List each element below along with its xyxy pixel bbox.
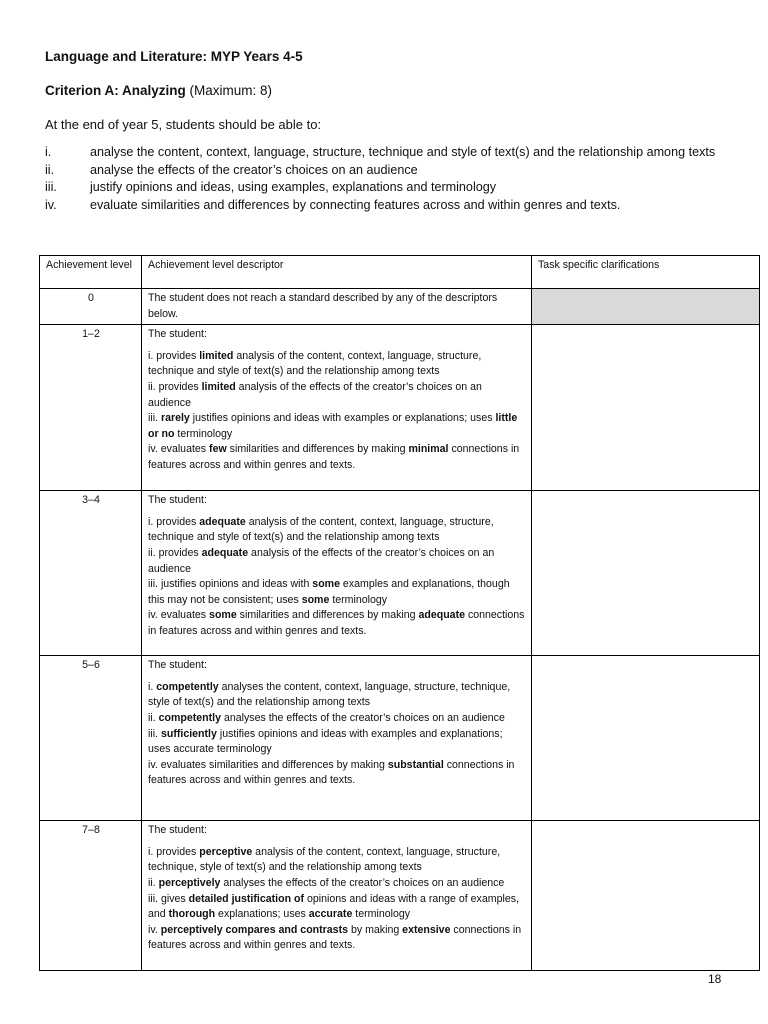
descriptor-text: ii. provides	[148, 380, 202, 393]
descriptor-cell	[142, 491, 532, 656]
emphasis-text: adequate	[199, 515, 246, 528]
descriptor-text: terminology	[352, 908, 411, 921]
descriptor-line	[148, 442, 526, 473]
level-cell: 3–4	[40, 491, 142, 656]
clarification-cell	[532, 821, 760, 971]
descriptor-line	[148, 546, 526, 577]
emphasis-text: rarely	[160, 412, 190, 425]
descriptor-text: by making	[348, 923, 403, 936]
emphasis-text: perceptive	[199, 845, 253, 858]
criterion-maximum: (Maximum: 8)	[185, 83, 273, 98]
descriptor-lines	[148, 845, 526, 954]
objective-item	[45, 162, 725, 180]
descriptor-line	[148, 727, 526, 758]
descriptor-text: iv. evaluates	[148, 443, 210, 456]
header-descriptor: Achievement level descriptor	[142, 256, 532, 289]
table-header-row	[40, 256, 760, 289]
document-title: Language and Literature: MYP Years 4-5	[45, 49, 303, 64]
descriptor-cell: The student does not reach a standard described by any of the descriptors below.	[142, 289, 532, 325]
rubric-table	[39, 255, 760, 971]
objective-text: analyse the content, context, language, structure, technique and style of text(s) and the relationship among texts	[90, 145, 716, 159]
emphasis-text: limited	[201, 380, 236, 393]
descriptor-text: ii.	[148, 876, 159, 889]
emphasis-text: adequate	[201, 546, 249, 559]
descriptor-text: analysis of the content, context, language, structure, technique and style of text(s) and the relationship among texts	[148, 515, 494, 544]
descriptor-line	[148, 680, 526, 711]
descriptor-text: justifies opinions and ideas with examples or explanations; uses	[189, 412, 496, 425]
descriptor-text: explanations; uses	[215, 908, 309, 921]
table-row	[40, 656, 760, 821]
descriptor-lead: The student:	[148, 328, 207, 341]
objectives-list	[45, 144, 725, 214]
emphasis-text: minimal	[408, 443, 449, 456]
emphasis-text: limited	[199, 349, 234, 362]
objective-item	[45, 144, 725, 162]
descriptor-text: analysis of the effects of the creator’s choices on an audience	[148, 546, 495, 575]
descriptor-line	[148, 577, 526, 608]
descriptor-text: iv. evaluates similarities and differences by making	[148, 758, 388, 771]
objective-text: justify opinions and ideas, using examples, explanations and terminology	[90, 180, 497, 194]
clarification-cell	[532, 656, 760, 821]
objective-number: i.	[45, 145, 52, 159]
descriptor-line	[148, 608, 526, 639]
descriptor-text: iv. evaluates	[148, 609, 210, 622]
header-task-clarifications: Task specific clarifications	[532, 256, 760, 289]
descriptor-line	[148, 876, 526, 892]
descriptor-cell	[142, 821, 532, 971]
descriptor-text: connections in features across and within genres and texts.	[148, 609, 525, 637]
level-cell: 1–2	[40, 325, 142, 491]
descriptor-line	[148, 923, 526, 954]
objective-item	[45, 179, 725, 197]
clarification-cell	[532, 289, 760, 325]
emphasis-text: some	[209, 609, 237, 622]
descriptor-text: iv.	[148, 923, 161, 936]
emphasis-text: few	[209, 443, 227, 456]
emphasis-text: some	[312, 578, 340, 591]
emphasis-text: sufficiently	[160, 727, 217, 740]
page-number: 18	[708, 972, 722, 986]
descriptor-line	[148, 892, 526, 923]
level-cell: 5–6	[40, 656, 142, 821]
descriptor-lead: The student:	[148, 824, 207, 837]
descriptor-text: iii. justifies opinions and ideas with	[148, 578, 313, 591]
descriptor-cell	[142, 325, 532, 491]
table-row	[40, 491, 760, 656]
descriptor-text: i. provides	[148, 349, 200, 362]
descriptor-text: analyses the effects of the creator’s choices on an audience	[221, 711, 505, 724]
descriptor-text: analyses the content, context, language, structure, technique, style of text(s) and the relationship among texts	[148, 680, 511, 709]
objective-number: iv.	[45, 197, 57, 212]
objective-text: analyse the effects of the creator’s choices on an audience	[90, 162, 418, 177]
descriptor-lines	[148, 515, 526, 640]
emphasis-text: extensive	[402, 923, 451, 936]
emphasis-text: substantial	[387, 758, 444, 771]
emphasis-text: accurate	[308, 908, 353, 921]
emphasis-text: detailed justification of	[188, 892, 304, 905]
descriptor-text: justifies opinions and ideas with examples and explanations; uses accurate terminology	[148, 727, 503, 756]
descriptor-text: ii.	[148, 711, 159, 724]
emphasis-text: thorough	[168, 908, 216, 921]
descriptor-text: similarities and differences by making	[236, 609, 419, 622]
descriptor-line	[148, 758, 526, 789]
descriptor-line	[148, 711, 526, 727]
emphasis-text: adequate	[418, 609, 465, 622]
emphasis-text: competently	[156, 680, 219, 693]
descriptor-text: connections in features across and within genres and texts.	[148, 443, 520, 471]
descriptor-text: ii. provides	[148, 546, 202, 559]
criterion-heading	[45, 83, 272, 98]
table-row	[40, 821, 760, 971]
table-row	[40, 289, 760, 325]
descriptor-text: similarities and differences by making	[226, 443, 409, 456]
objective-number: ii.	[45, 162, 55, 177]
descriptor-line	[148, 845, 526, 876]
descriptor-text: analyses the effects of the creator’s choices on an audience	[220, 876, 505, 889]
descriptor-lines	[148, 680, 526, 789]
clarification-cell	[532, 325, 760, 491]
table-row	[40, 325, 760, 491]
descriptor-lead: The student:	[148, 494, 207, 507]
descriptor-text: i. provides	[148, 845, 200, 858]
objective-item	[45, 197, 725, 215]
descriptor-text: connections in features across and within genres and texts.	[148, 923, 522, 952]
intro-text: At the end of year 5, students should be able to:	[45, 117, 322, 132]
descriptor-text: i.	[148, 680, 157, 693]
descriptor-text: analysis of the content, context, language, structure, technique and style of text(s) and the relationship among texts	[148, 349, 482, 378]
descriptor-lead: The student:	[148, 659, 207, 672]
descriptor-text: opinions and ideas with a range of examples, and	[148, 892, 519, 921]
clarification-cell	[532, 491, 760, 656]
level-cell: 7–8	[40, 821, 142, 971]
descriptor-text: iii.	[148, 412, 161, 425]
descriptor-text: connections in features across and within genres and texts.	[148, 758, 515, 787]
descriptor-text: terminology	[174, 427, 233, 440]
descriptor-text: i. provides	[148, 515, 200, 528]
descriptor-text: iii.	[148, 727, 161, 740]
emphasis-text: competently	[158, 711, 221, 724]
descriptor-text: iii. gives	[148, 892, 189, 905]
descriptor-line	[148, 411, 526, 442]
descriptor-text: analysis of the content, context, language, structure, technique, style of text(s) and the relationship among texts	[148, 845, 501, 874]
descriptor-text: examples and explanations, though this may not be consistent; uses	[148, 578, 510, 606]
descriptor-line	[148, 515, 526, 546]
descriptor-line	[148, 380, 526, 411]
criterion-label: Criterion A: Analyzing	[45, 83, 186, 98]
objective-text: evaluate similarities and differences by connecting features across and within genres and texts.	[90, 197, 621, 212]
emphasis-text: little or no	[148, 412, 518, 440]
descriptor-text: analysis of the effects of the creator’s choices on an audience	[148, 380, 482, 409]
header-achievement-level: Achievement level	[40, 256, 142, 289]
descriptor-lines	[148, 349, 526, 474]
descriptor-line	[148, 349, 526, 380]
objective-number: iii.	[45, 180, 57, 194]
descriptor-cell	[142, 656, 532, 821]
emphasis-text: some	[301, 593, 330, 606]
emphasis-text: perceptively compares and contrasts	[160, 923, 348, 936]
descriptor-text: terminology	[329, 593, 388, 606]
level-cell: 0	[40, 289, 142, 325]
emphasis-text: perceptively	[158, 876, 221, 889]
